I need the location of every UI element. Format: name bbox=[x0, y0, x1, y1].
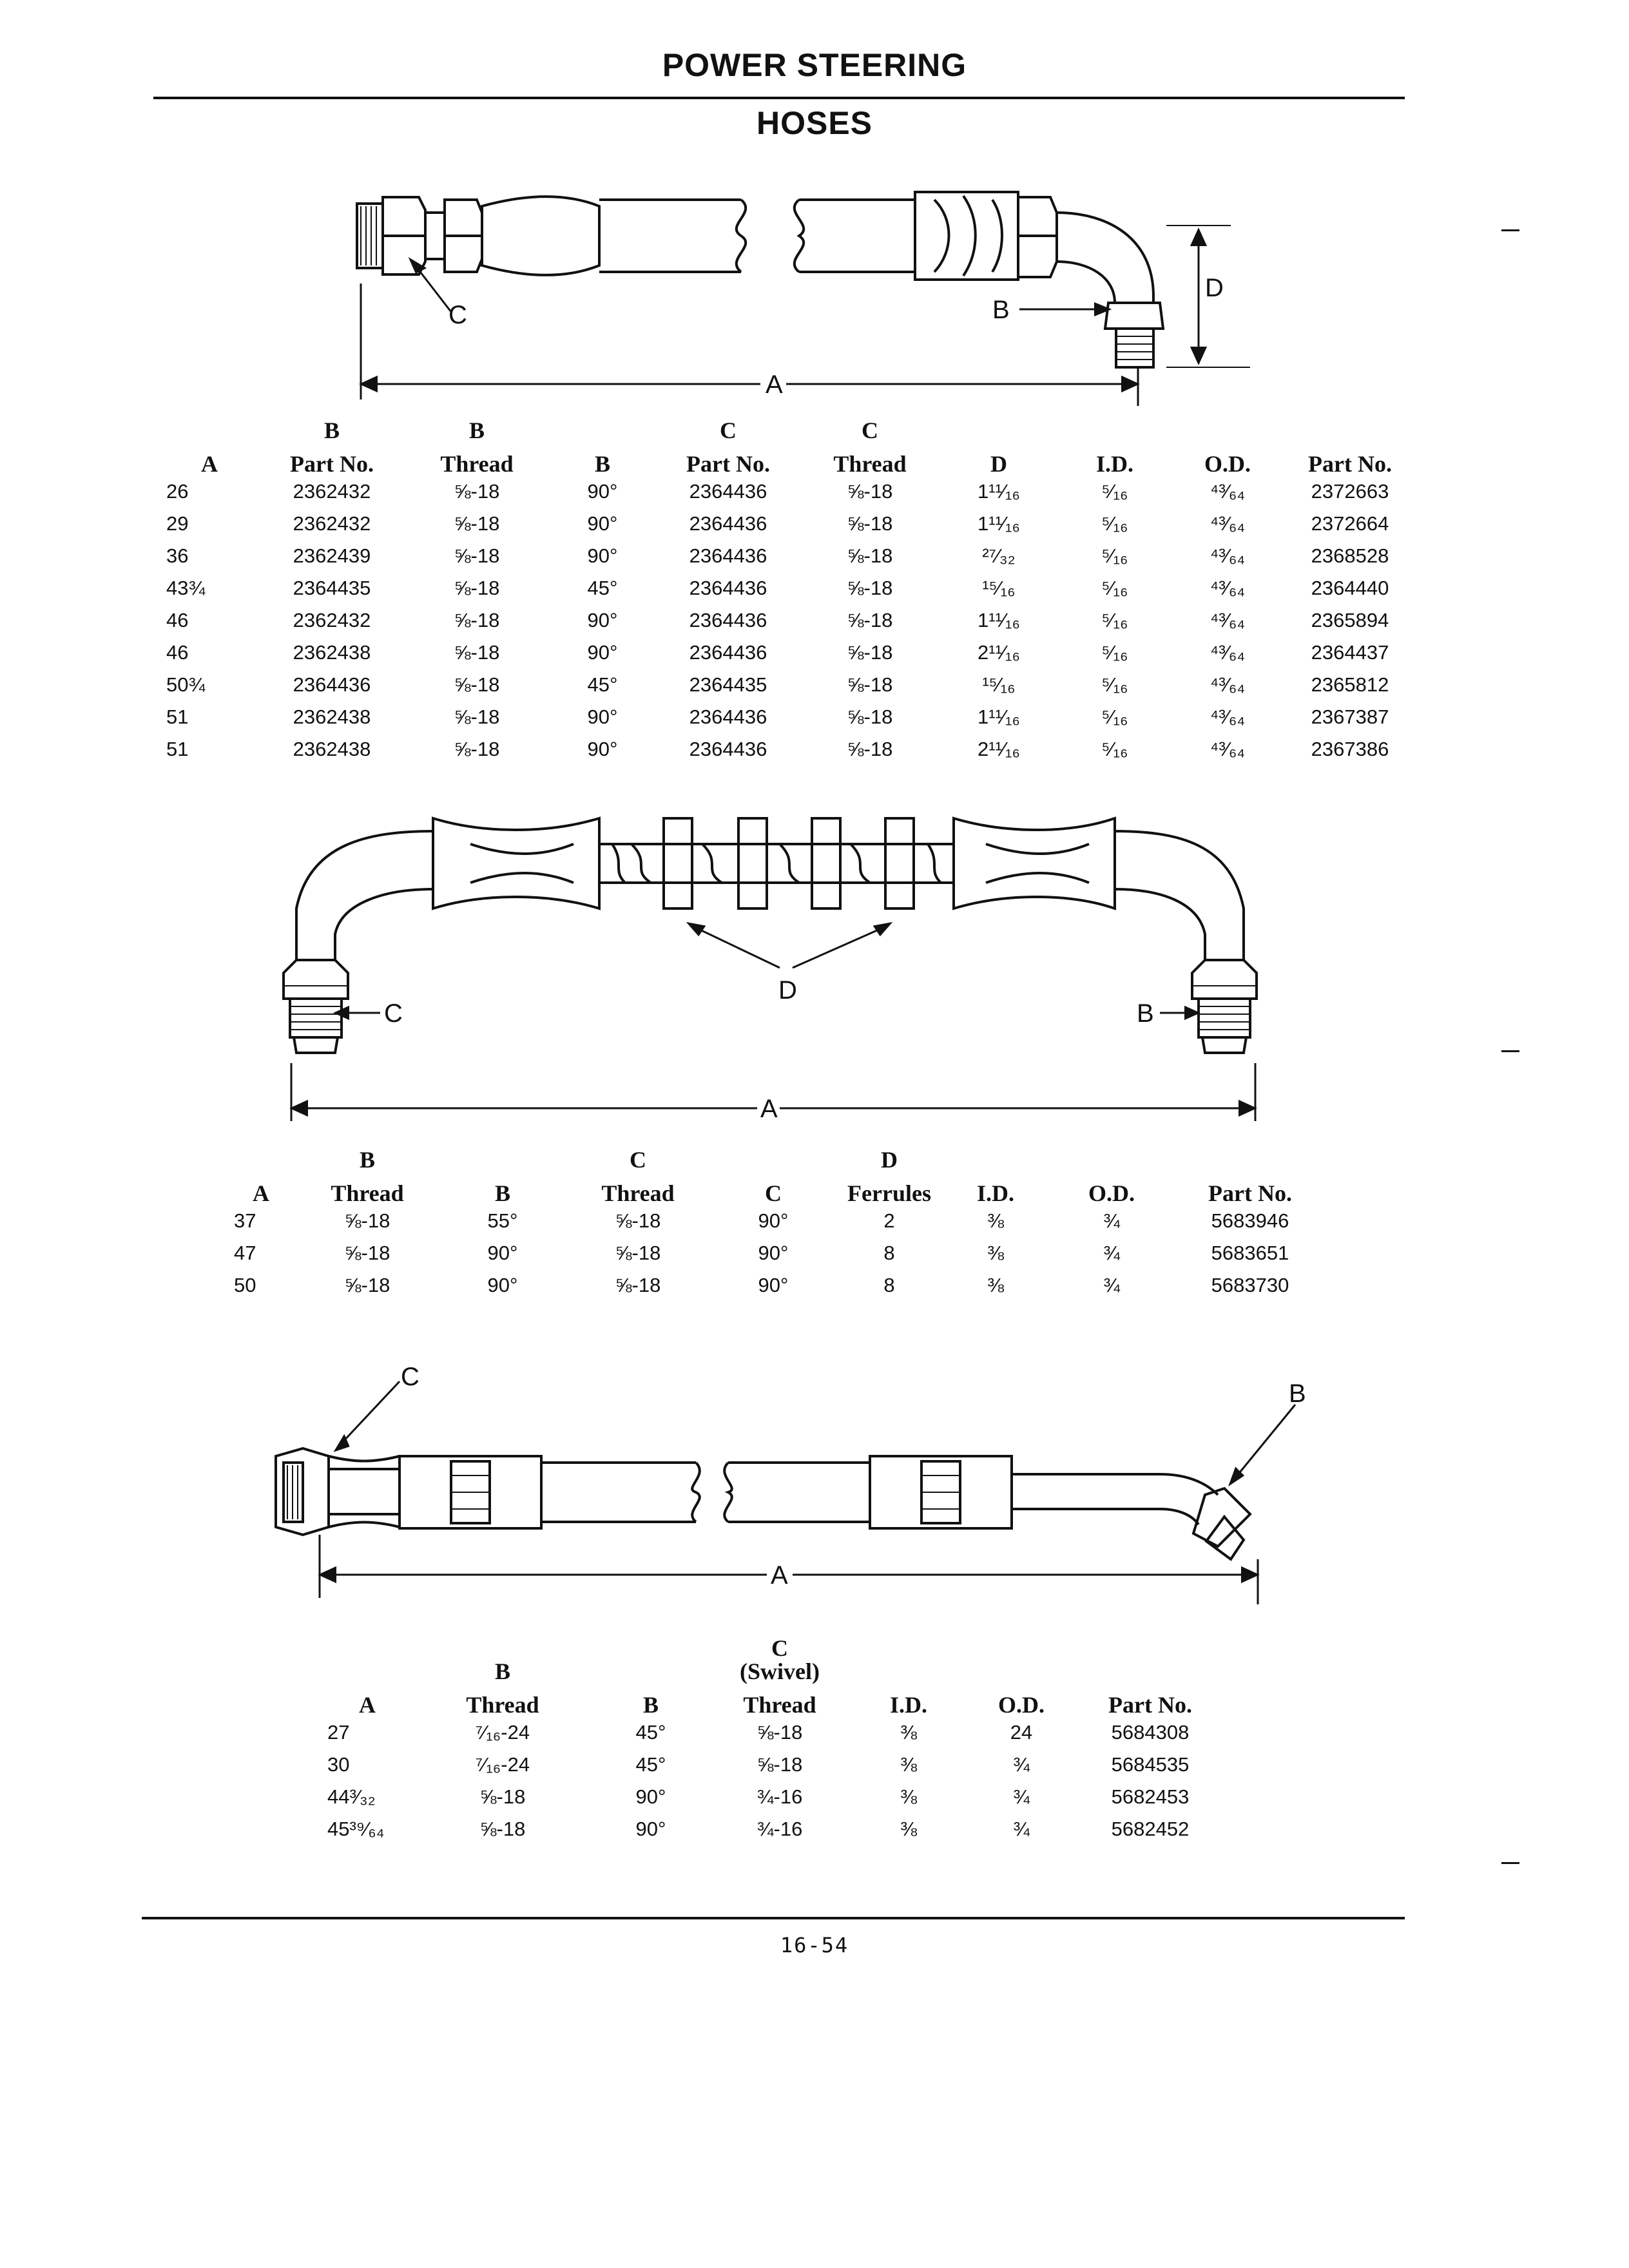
table-cell: 2364436 bbox=[689, 609, 767, 631]
table-row bbox=[161, 508, 1418, 540]
table-cell: ¹⁵⁄₁₆ bbox=[982, 673, 1016, 696]
table-cell: ¾ bbox=[1013, 1753, 1030, 1776]
header-top: C bbox=[720, 418, 737, 443]
table-cell: 27 bbox=[327, 1721, 350, 1744]
table-cell: ⁴³⁄₆₄ bbox=[1210, 738, 1245, 760]
table-cell: 24 bbox=[1010, 1721, 1033, 1744]
table-row bbox=[161, 669, 1418, 701]
table-row bbox=[322, 1749, 1224, 1781]
header-top bbox=[944, 1148, 1047, 1171]
table-cell: 2 bbox=[883, 1209, 895, 1232]
table-cell: 2364436 bbox=[689, 641, 767, 664]
hose-table-3 bbox=[322, 1637, 1224, 1845]
footer-rule bbox=[142, 1917, 1405, 1919]
table-cell: ⁵⁄₁₆ bbox=[1101, 577, 1128, 599]
table-cell: 2364435 bbox=[293, 577, 371, 599]
column-header: Thread bbox=[440, 451, 514, 477]
table-cell: 43¾ bbox=[166, 577, 206, 599]
table-cell: ⅝-18 bbox=[757, 1753, 803, 1776]
table-cell: 90° bbox=[635, 1818, 666, 1840]
margin-mark bbox=[1501, 229, 1519, 231]
diagram1-label-d: D bbox=[1205, 274, 1224, 302]
table-cell: 90° bbox=[587, 512, 618, 535]
table-cell: 90° bbox=[587, 609, 618, 631]
diagram3-label-a: A bbox=[771, 1561, 788, 1590]
table-cell: 55° bbox=[487, 1209, 518, 1232]
table-cell: 90° bbox=[487, 1274, 518, 1296]
table-cell: 1¹¹⁄₁₆ bbox=[977, 706, 1021, 728]
table-cell: 2364436 bbox=[689, 544, 767, 567]
table-cell: ⅝-18 bbox=[344, 1209, 390, 1232]
column-header: Part No. bbox=[1108, 1692, 1192, 1718]
table-cell: 2362432 bbox=[293, 512, 371, 535]
table-cell: ¾ bbox=[1013, 1818, 1030, 1840]
table-cell: 45° bbox=[587, 673, 618, 696]
table-cell: 44³⁄₃₂ bbox=[327, 1785, 376, 1808]
header-mid bbox=[967, 1660, 1076, 1683]
header-top: D bbox=[881, 1147, 898, 1173]
table-row bbox=[161, 476, 1418, 508]
table-cell: 30 bbox=[327, 1753, 350, 1776]
table-cell: ¾-16 bbox=[757, 1818, 803, 1840]
column-header: A bbox=[201, 451, 218, 477]
table-row bbox=[161, 572, 1418, 604]
table-cell: ⅝-18 bbox=[757, 1721, 803, 1744]
table-row bbox=[322, 1781, 1224, 1813]
column-header: B bbox=[642, 1692, 659, 1718]
table-cell: ⁵⁄₁₆ bbox=[1101, 641, 1128, 664]
table-cell: ⅝-18 bbox=[615, 1274, 661, 1296]
table-cell: ⅝-18 bbox=[615, 1209, 661, 1232]
page-subtitle: HOSES bbox=[756, 105, 873, 141]
table-cell: 2364436 bbox=[689, 577, 767, 599]
table3-body bbox=[322, 1716, 1224, 1845]
header-top bbox=[441, 1148, 564, 1171]
column-header: Ferrules bbox=[847, 1180, 931, 1206]
column-header: B bbox=[494, 1180, 510, 1206]
table-cell: ⅝-18 bbox=[454, 706, 500, 728]
column-header: Part No. bbox=[686, 451, 770, 477]
header-top bbox=[1057, 419, 1173, 442]
diagram3-label-c: C bbox=[401, 1366, 419, 1391]
header-top bbox=[322, 1637, 412, 1660]
diagram2-label-b: B bbox=[1137, 999, 1154, 1028]
header-mid: B bbox=[494, 1658, 510, 1684]
column-header: A bbox=[253, 1180, 269, 1206]
table1-body bbox=[161, 476, 1418, 765]
column-header: I.D. bbox=[1095, 451, 1133, 477]
header-top bbox=[229, 1148, 293, 1171]
hose-table-2 bbox=[229, 1148, 1324, 1302]
table-row bbox=[161, 733, 1418, 765]
table-cell: ¾-16 bbox=[757, 1785, 803, 1808]
table-cell: ⅝-18 bbox=[847, 706, 893, 728]
table-cell: ⁵⁄₁₆ bbox=[1101, 480, 1128, 503]
table-cell: 1¹¹⁄₁₆ bbox=[977, 512, 1021, 535]
table-cell: ⁷⁄₁₆-24 bbox=[475, 1721, 530, 1744]
table-cell: ⁵⁄₁₆ bbox=[1101, 673, 1128, 696]
diagram2-label-c: C bbox=[384, 999, 403, 1028]
table-cell: 8 bbox=[883, 1274, 895, 1296]
header-mid: (Swivel) bbox=[740, 1658, 820, 1684]
table-cell: 2362438 bbox=[293, 641, 371, 664]
table-cell: ⅝-18 bbox=[344, 1242, 390, 1264]
table-cell: 5683946 bbox=[1211, 1209, 1289, 1232]
table-cell: 2364436 bbox=[689, 480, 767, 503]
column-header: O.D. bbox=[1088, 1180, 1135, 1206]
margin-mark bbox=[1501, 1050, 1519, 1052]
header-top bbox=[161, 419, 258, 442]
table-cell: 1¹¹⁄₁₆ bbox=[977, 609, 1021, 631]
table-cell: 8 bbox=[883, 1242, 895, 1264]
table-cell: 90° bbox=[587, 544, 618, 567]
table-cell: 2372664 bbox=[1311, 512, 1389, 535]
column-header: I.D. bbox=[889, 1692, 927, 1718]
column-header: Thread bbox=[601, 1180, 675, 1206]
table-cell: ⁵⁄₁₆ bbox=[1101, 609, 1128, 631]
header-top bbox=[1047, 1148, 1176, 1171]
hose-diagram-1 bbox=[335, 174, 1289, 419]
table-cell: 90° bbox=[758, 1209, 789, 1232]
column-header: Part No. bbox=[290, 451, 374, 477]
table-cell: ⅝-18 bbox=[454, 609, 500, 631]
table-cell: 2362438 bbox=[293, 738, 371, 760]
table-cell: 2365894 bbox=[1311, 609, 1389, 631]
table-cell: ⅝-18 bbox=[847, 480, 893, 503]
table-cell: 2368528 bbox=[1311, 544, 1389, 567]
table-cell: ⁵⁄₁₆ bbox=[1101, 738, 1128, 760]
table-cell: 90° bbox=[758, 1274, 789, 1296]
table-cell: 50 bbox=[234, 1274, 256, 1296]
column-header: C bbox=[765, 1180, 782, 1206]
diagram2-label-a: A bbox=[760, 1095, 778, 1123]
hose-diagram-2 bbox=[238, 805, 1295, 1128]
hose-diagram-3 bbox=[258, 1366, 1353, 1624]
table-cell: ⁴³⁄₆₄ bbox=[1210, 609, 1245, 631]
table-cell: ⁴³⁄₆₄ bbox=[1210, 512, 1245, 535]
table-cell: ⅜ bbox=[987, 1242, 1004, 1264]
table-cell: 90° bbox=[587, 641, 618, 664]
table-row bbox=[322, 1813, 1224, 1845]
hose-table-1 bbox=[161, 419, 1418, 765]
table3-header bbox=[322, 1637, 1224, 1716]
column-header: O.D. bbox=[998, 1692, 1045, 1718]
table-cell: 45° bbox=[635, 1753, 666, 1776]
table-row bbox=[322, 1716, 1224, 1749]
header-top bbox=[941, 419, 1057, 442]
table-cell: 2362432 bbox=[293, 609, 371, 631]
table-cell: 5683730 bbox=[1211, 1274, 1289, 1296]
table-cell: 5683651 bbox=[1211, 1242, 1289, 1264]
table-cell: ⁷⁄₁₆-24 bbox=[475, 1753, 530, 1776]
header-top bbox=[1076, 1637, 1224, 1660]
table-cell: 26 bbox=[166, 480, 189, 503]
table-cell: ⅝-18 bbox=[454, 577, 500, 599]
header-mid bbox=[851, 1660, 967, 1683]
header-top: B bbox=[323, 418, 340, 443]
table-cell: 2364436 bbox=[689, 738, 767, 760]
table-cell: ⅝-18 bbox=[847, 512, 893, 535]
table-cell: ⅝-18 bbox=[615, 1242, 661, 1264]
table-cell: 37 bbox=[234, 1209, 256, 1232]
table-cell: ⅝-18 bbox=[847, 609, 893, 631]
table-cell: ⅝-18 bbox=[479, 1785, 526, 1808]
table-cell: 45° bbox=[635, 1721, 666, 1744]
header-top bbox=[1282, 419, 1418, 442]
table-cell: ⅝-18 bbox=[344, 1274, 390, 1296]
table1-header bbox=[161, 419, 1418, 476]
diagram1-label-c: C bbox=[448, 301, 467, 329]
table-cell: 2364436 bbox=[689, 706, 767, 728]
diagram3-label-b: B bbox=[1289, 1379, 1306, 1408]
table-cell: 90° bbox=[487, 1242, 518, 1264]
header-top: B bbox=[359, 1147, 375, 1173]
table-row bbox=[229, 1269, 1324, 1302]
table-cell: 47 bbox=[234, 1242, 256, 1264]
table-cell: ⅜ bbox=[900, 1785, 917, 1808]
table-cell: 51 bbox=[166, 738, 189, 760]
table-cell: ⅝-18 bbox=[454, 738, 500, 760]
table-cell: ²⁷⁄₃₂ bbox=[982, 544, 1016, 567]
table-cell: ⅝-18 bbox=[479, 1818, 526, 1840]
table-cell: 2364435 bbox=[689, 673, 767, 696]
table-row bbox=[161, 540, 1418, 572]
table-cell: ⅜ bbox=[900, 1721, 917, 1744]
table-cell: 45° bbox=[587, 577, 618, 599]
header-top bbox=[712, 1148, 834, 1171]
table-cell: ⅝-18 bbox=[847, 577, 893, 599]
table-cell: ⁴³⁄₆₄ bbox=[1210, 641, 1245, 664]
table-cell: 5684308 bbox=[1111, 1721, 1190, 1744]
table-cell: ⅝-18 bbox=[454, 673, 500, 696]
table-cell: 50¾ bbox=[166, 673, 206, 696]
table-cell: 2364440 bbox=[1311, 577, 1389, 599]
table-cell: ⁵⁄₁₆ bbox=[1101, 512, 1128, 535]
table-cell: ⁵⁄₁₆ bbox=[1101, 706, 1128, 728]
table-cell: 2364436 bbox=[293, 673, 371, 696]
table-cell: ¾ bbox=[1103, 1209, 1120, 1232]
table-cell: 5684535 bbox=[1111, 1753, 1190, 1776]
table-cell: ⅝-18 bbox=[454, 544, 500, 567]
table-cell: 90° bbox=[635, 1785, 666, 1808]
column-header: Part No. bbox=[1208, 1180, 1292, 1206]
diagram1-label-b: B bbox=[992, 296, 1010, 324]
table-cell: 2364436 bbox=[689, 512, 767, 535]
table-cell: ¹⁵⁄₁₆ bbox=[982, 577, 1016, 599]
header-top: C bbox=[862, 418, 878, 443]
table-cell: ⁴³⁄₆₄ bbox=[1210, 577, 1245, 599]
table-cell: ⅝-18 bbox=[847, 673, 893, 696]
header-mid bbox=[593, 1660, 709, 1683]
column-header: O.D. bbox=[1204, 451, 1251, 477]
table-cell: ⅜ bbox=[987, 1209, 1004, 1232]
table-cell: 51 bbox=[166, 706, 189, 728]
table-cell: 5682452 bbox=[1111, 1818, 1190, 1840]
table-row bbox=[161, 701, 1418, 733]
table-cell: 2365812 bbox=[1311, 673, 1389, 696]
table-cell: 90° bbox=[758, 1242, 789, 1264]
table2-header bbox=[229, 1148, 1324, 1205]
page-number: 16-54 bbox=[780, 1933, 849, 1957]
table-cell: ¾ bbox=[1013, 1785, 1030, 1808]
header-top bbox=[1176, 1148, 1324, 1171]
header-top: C bbox=[771, 1635, 788, 1661]
header-top bbox=[967, 1637, 1076, 1660]
header-top bbox=[851, 1637, 967, 1660]
diagram2-label-d: D bbox=[778, 976, 797, 1004]
table-cell: ⅜ bbox=[987, 1274, 1004, 1296]
table-cell: 2362432 bbox=[293, 480, 371, 503]
column-header: Thread bbox=[833, 451, 907, 477]
table-cell: 90° bbox=[587, 738, 618, 760]
table-cell: ⁴³⁄₆₄ bbox=[1210, 673, 1245, 696]
table-row bbox=[161, 604, 1418, 637]
table-cell: ⁴³⁄₆₄ bbox=[1210, 706, 1245, 728]
table2-body bbox=[229, 1205, 1324, 1302]
header-top bbox=[412, 1637, 593, 1660]
table-cell: ⁴³⁄₆₄ bbox=[1210, 480, 1245, 503]
header-top bbox=[593, 1637, 709, 1660]
table-cell: 5682453 bbox=[1111, 1785, 1190, 1808]
table-cell: 90° bbox=[587, 480, 618, 503]
table-cell: 2367386 bbox=[1311, 738, 1389, 760]
table-cell: 2364437 bbox=[1311, 641, 1389, 664]
table-cell: 90° bbox=[587, 706, 618, 728]
table-cell: ⅜ bbox=[900, 1818, 917, 1840]
table-cell: ⅝-18 bbox=[847, 544, 893, 567]
header-top bbox=[1173, 419, 1282, 442]
table-cell: ¾ bbox=[1103, 1274, 1120, 1296]
table-row bbox=[229, 1205, 1324, 1237]
table-cell: ⅝-18 bbox=[847, 641, 893, 664]
table-cell: 2362438 bbox=[293, 706, 371, 728]
column-header: Thread bbox=[466, 1692, 539, 1718]
table-cell: ⅝-18 bbox=[454, 480, 500, 503]
table-cell: 45³⁹⁄₆₄ bbox=[327, 1818, 385, 1840]
column-header: D bbox=[990, 451, 1007, 477]
table-cell: 2362439 bbox=[293, 544, 371, 567]
column-header: Part No. bbox=[1308, 451, 1392, 477]
table-cell: ⅝-18 bbox=[454, 641, 500, 664]
table-cell: 36 bbox=[166, 544, 189, 567]
header-mid bbox=[1076, 1660, 1224, 1683]
column-header: Thread bbox=[331, 1180, 404, 1206]
page-title: POWER STEERING bbox=[662, 47, 967, 83]
table-cell: ⁴³⁄₆₄ bbox=[1210, 544, 1245, 567]
table-cell: 1¹¹⁄₁₆ bbox=[977, 480, 1021, 503]
margin-mark bbox=[1501, 1862, 1519, 1864]
header-top: C bbox=[630, 1147, 646, 1173]
column-header: I.D. bbox=[976, 1180, 1014, 1206]
table-cell: 46 bbox=[166, 609, 189, 631]
column-header: B bbox=[594, 451, 610, 477]
header-top bbox=[548, 419, 657, 442]
table-cell: 2372663 bbox=[1311, 480, 1389, 503]
column-header: A bbox=[359, 1692, 376, 1718]
table-row bbox=[229, 1237, 1324, 1269]
table-cell: 29 bbox=[166, 512, 189, 535]
table-cell: 2¹¹⁄₁₆ bbox=[977, 738, 1021, 760]
table-cell: 2¹¹⁄₁₆ bbox=[977, 641, 1021, 664]
header-rule bbox=[153, 97, 1405, 99]
header-mid bbox=[322, 1660, 412, 1683]
table-cell: ⅝-18 bbox=[454, 512, 500, 535]
diagram1-label-a: A bbox=[766, 370, 783, 399]
table-cell: ⅜ bbox=[900, 1753, 917, 1776]
table-cell: ⅝-18 bbox=[847, 738, 893, 760]
table-cell: ⁵⁄₁₆ bbox=[1101, 544, 1128, 567]
table-cell: 2367387 bbox=[1311, 706, 1389, 728]
table-cell: ¾ bbox=[1103, 1242, 1120, 1264]
header-top: B bbox=[468, 418, 485, 443]
column-header: Thread bbox=[743, 1692, 816, 1718]
table-cell: 46 bbox=[166, 641, 189, 664]
table-row bbox=[161, 637, 1418, 669]
